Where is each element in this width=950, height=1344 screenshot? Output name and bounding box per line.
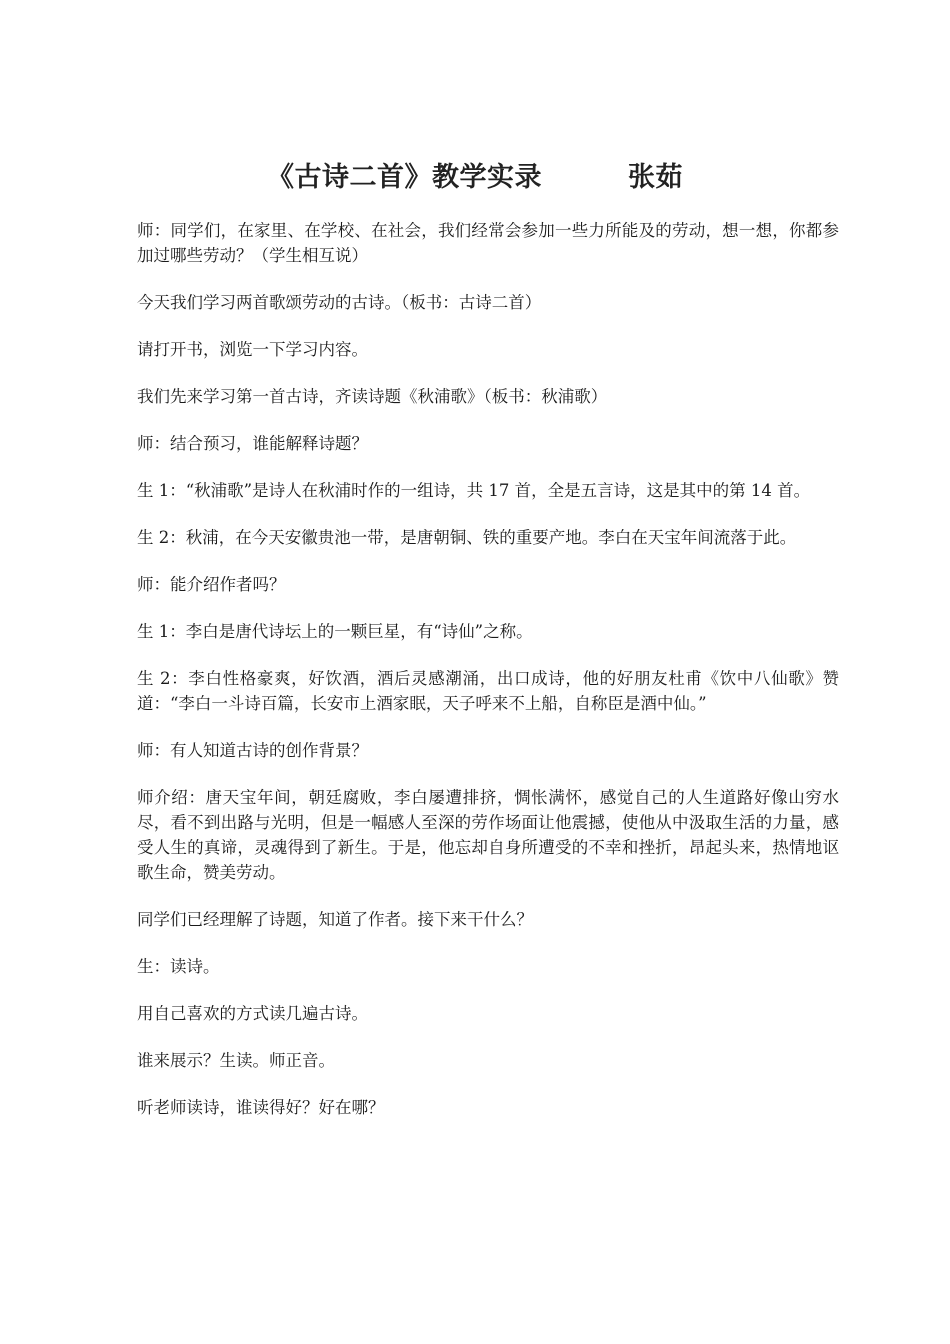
paragraph: 生：读诗。 xyxy=(137,957,220,976)
paragraph: 今天我们学习两首歌颂劳动的古诗。（板书：古诗二首） xyxy=(137,293,542,312)
paragraph: 生 1：“秋浦歌”是诗人在秋浦时作的一组诗，共 17 首，全是五言诗，这是其中的第 14 首。 xyxy=(137,481,811,500)
paragraph: 用自己喜欢的方式读几遍古诗。 xyxy=(137,1004,368,1023)
document-body xyxy=(137,218,839,1142)
paragraph: 师：能介绍作者吗？ xyxy=(137,575,286,594)
paragraph: 师介绍：唐天宝年间，朝廷腐败，李白屡遭排挤，惆怅满怀，感觉自己的人生道路好像山穷水尽，看不到出路与光明，但是一幅感人至深的劳作场面让他震撼，使他从中汲取生活的力量，感受人生的真谛，灵魂得到了新生。于是，他忘却自身所遭受的不幸和挫折，昂起头来，热情地讴歌生命，赞美劳动。 xyxy=(137,788,839,882)
paragraph: 谁来展示？生读。师正音。 xyxy=(137,1051,335,1070)
paragraph: 师：同学们，在家里、在学校、在社会，我们经常会参加一些力所能及的劳动，想一想，你都参加过哪些劳动？（学生相互说） xyxy=(137,221,839,265)
paragraph: 生 1：李白是唐代诗坛上的一颗巨星，有“诗仙”之称。 xyxy=(137,622,533,641)
document-author: 张茹 xyxy=(628,161,683,193)
paragraph: 同学们已经理解了诗题，知道了作者。接下来干什么？ xyxy=(137,910,533,929)
paragraph: 师：有人知道古诗的创作背景？ xyxy=(137,741,368,760)
paragraph: 生 2：秋浦，在今天安徽贵池一带，是唐朝铜、铁的重要产地。李白在天宝年间流落于此。 xyxy=(137,528,797,547)
paragraph: 师：结合预习，谁能解释诗题？ xyxy=(137,434,368,453)
paragraph: 请打开书，浏览一下学习内容。 xyxy=(137,340,368,359)
paragraph: 生 2：李白性格豪爽，好饮酒，酒后灵感潮涌，出口成诗，他的好朋友杜甫《饮中八仙歌》赞道：“李白一斗诗百篇，长安市上酒家眠，天子呼来不上船，自称臣是酒中仙。” xyxy=(137,669,839,713)
title-row xyxy=(0,152,950,196)
paragraph: 我们先来学习第一首古诗，齐读诗题《秋浦歌》（板书：秋浦歌） xyxy=(137,387,608,406)
paragraph: 听老师读诗，谁读得好？好在哪？ xyxy=(137,1098,385,1117)
document-title: 《古诗二首》教学实录 xyxy=(267,161,542,193)
